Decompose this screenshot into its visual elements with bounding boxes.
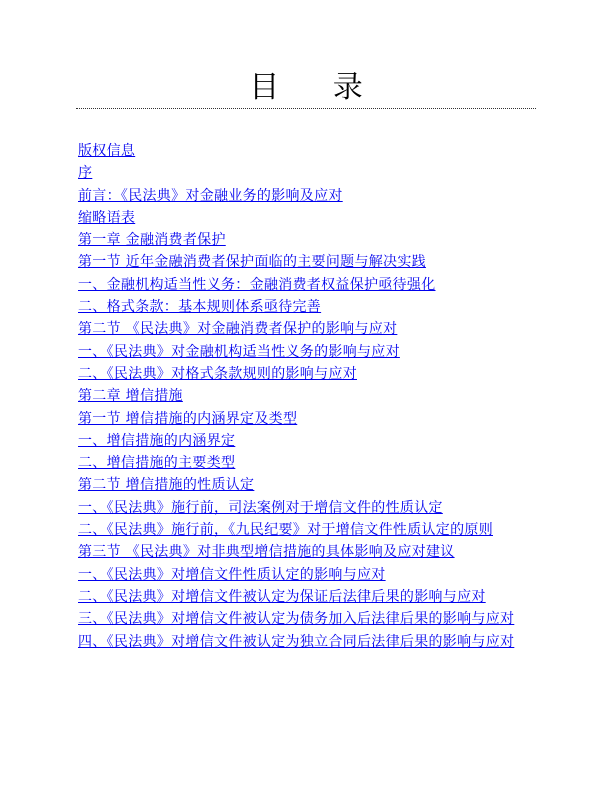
toc-item [78, 274, 536, 296]
toc-link-ch2-s1-item-1[interactable]: 一、增信措施的内涵界定 [78, 432, 236, 449]
toc-item [78, 385, 536, 407]
toc-item [78, 296, 536, 318]
toc-item [78, 229, 536, 251]
toc-item [78, 541, 536, 563]
toc-link-ch2-s3-item-1[interactable]: 一、《民法典》对增信文件性质认定的影响与应对 [78, 566, 386, 583]
page-title: 目 录 [249, 70, 385, 105]
toc-item [78, 564, 536, 586]
toc-link-preface[interactable]: 序 [78, 165, 93, 182]
toc-item [78, 452, 536, 474]
toc-item [78, 140, 536, 162]
toc-link-ch1-s2-item-2[interactable]: 二、《民法典》对格式条款规则的影响与应对 [78, 365, 357, 382]
toc-link-ch2-section-3[interactable]: 第三节 《民法典》对非典型增信措施的具体影响及应对建议 [78, 544, 455, 561]
toc-item [78, 586, 536, 608]
toc-link-chapter-2[interactable]: 第二章 增信措施 [78, 388, 183, 405]
toc-link-ch2-s3-item-2[interactable]: 二、《民法典》对增信文件被认定为保证后法律后果的影响与应对 [78, 588, 486, 605]
toc-item [78, 341, 536, 363]
toc-item [78, 162, 536, 184]
toc-link-abbreviations[interactable]: 缩略语表 [78, 209, 136, 226]
toc-link-ch2-s3-item-4[interactable]: 四、《民法典》对增信文件被认定为独立合同后法律后果的影响与应对 [78, 633, 515, 650]
toc-item [78, 474, 536, 496]
toc-item [78, 318, 536, 340]
toc-link-ch2-s3-item-3[interactable]: 三、《民法典》对增信文件被认定为债务加入后法律后果的影响与应对 [78, 611, 515, 628]
toc-link-ch2-section-2[interactable]: 第二节 增信措施的性质认定 [78, 477, 255, 494]
toc-link-copyright[interactable]: 版权信息 [78, 143, 136, 159]
toc-item [78, 631, 536, 653]
toc-link-ch1-section-1[interactable]: 第一节 近年金融消费者保护面临的主要问题与解决实践 [78, 254, 426, 271]
toc-item [78, 408, 536, 430]
toc-item [78, 608, 536, 630]
toc-link-ch1-section-2[interactable]: 第二节 《民法典》对金融消费者保护的影响与应对 [78, 321, 398, 338]
toc-item [78, 497, 536, 519]
toc-link-chapter-1[interactable]: 第一章 金融消费者保护 [78, 232, 226, 249]
toc-link-ch2-s1-item-2[interactable]: 二、增信措施的主要类型 [78, 455, 236, 472]
toc-link-ch1-s1-item-2[interactable]: 二、格式条款：基本规则体系亟待完善 [78, 299, 322, 316]
toc-item [78, 251, 536, 273]
toc-item [78, 430, 536, 452]
table-of-contents [78, 140, 536, 653]
toc-link-ch2-s2-item-2[interactable]: 二、《民法典》施行前，《九民纪要》对于增信文件性质认定的原则 [78, 522, 493, 539]
toc-link-ch2-section-1[interactable]: 第一节 增信措施的内涵界定及类型 [78, 410, 298, 427]
toc-link-foreword[interactable]: 前言：《民法典》对金融业务的影响及应对 [78, 187, 343, 204]
toc-link-ch1-s1-item-1[interactable]: 一、金融机构适当性义务：金融消费者权益保护亟待强化 [78, 276, 436, 293]
title-divider [76, 108, 536, 109]
toc-link-ch1-s2-item-1[interactable]: 一、《民法典》对金融机构适当性义务的影响与应对 [78, 343, 400, 360]
toc-link-ch2-s2-item-1[interactable]: 一、《民法典》施行前，司法案例对于增信文件的性质认定 [78, 499, 443, 516]
toc-item [78, 363, 536, 385]
toc-item [78, 185, 536, 207]
toc-item [78, 207, 536, 229]
toc-item [78, 519, 536, 541]
